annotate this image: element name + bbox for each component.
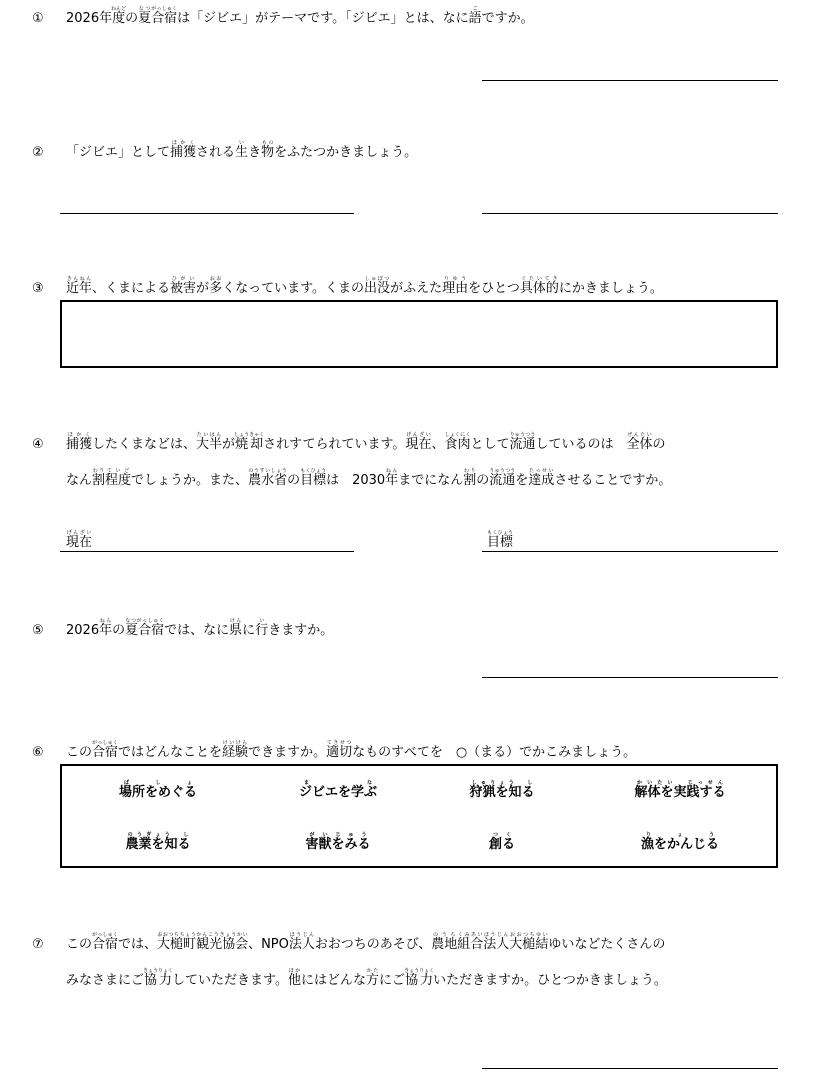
question-7-line2 [32, 968, 667, 991]
answer-line-2[interactable] [482, 213, 778, 214]
question-text: 近年きんねん、くまによる被害ひがいが多おおくなっています。くまの出没しゅぼつがふえた理由りゆうをひとつ具体的ぐたいてきにかきましょう。 [66, 276, 663, 296]
answer-line[interactable] [482, 1068, 778, 1069]
question-number: ⑤ [32, 623, 44, 638]
answer-line-current[interactable] [60, 551, 354, 552]
choice-item[interactable]: 漁をかんじるりょう [640, 832, 719, 852]
answer-line-1[interactable] [60, 213, 354, 214]
answer-line[interactable] [482, 80, 778, 81]
choice-item[interactable]: 狩猟を知るしゅりょう し [469, 780, 535, 800]
choice-item[interactable]: ジビエを学ぶまな [298, 780, 377, 800]
question-text-line1: この合宿がっしゅくでは、大槌町おおつちちょう観光協会かんこうきょうかい、NPO法人ほうじんおおつちのあそび、農地のうち組合くみあい法人ほうじん大槌おおつち結ゆいゆいなどたくさんの [66, 932, 666, 952]
choice-item[interactable]: 害獣をみるがいじゅう [305, 832, 371, 852]
question-number: ④ [32, 437, 44, 452]
question-number: ③ [32, 281, 44, 296]
answer-box[interactable] [60, 300, 778, 368]
question-text-line2: なん割わり程度ていどでしょうか。また、農水省のうすいしょうの目標もくひょうは 2030年ねんまでになん割わりの流通りゅうつうを達成たっせいさせることですか。 [66, 468, 672, 488]
label-target: 目標もくひょう [487, 530, 514, 550]
label-current: 現在げんざい [66, 530, 93, 550]
question-number: ② [32, 145, 44, 160]
question-text-line1: 捕獲ほかくしたくまなどは、大半たいはんが焼却しょうきゃくされすてられています。現在げんざい、食肉しょくにくとして流通りゅうつうしているのは 全体ぜんたいの [66, 432, 666, 452]
choice-item[interactable]: 創るつく [488, 832, 515, 852]
question-1 [32, 6, 534, 29]
question-text: 2026年度ねんどの夏なつ合宿がっしゅくは「ジビエ」がテーマです。「ジビエ」とは、なに語ごですか。 [66, 6, 534, 26]
question-text-line2: みなさまにご協力きょうりょくしていただきます。他ほかにはどんな方かたにご協力きょうりょくいただきますか。ひとつかきましょう。 [66, 968, 667, 988]
question-text: この合宿がっしゅくではどんなことを経験けいけんできますか。適切てきせつなものすべてを ○（まる）でかこみましょう。 [66, 740, 637, 760]
question-6 [32, 740, 636, 763]
question-4-line2 [32, 468, 671, 491]
question-2 [32, 140, 417, 163]
question-text: 2026年ねんの夏合宿なつがっしゅくでは、なに県けんに行いきますか。 [66, 618, 334, 638]
choice-item[interactable]: 農業を知るのうぎょう し [125, 832, 191, 852]
question-4 [32, 432, 666, 455]
question-number: ① [32, 11, 44, 26]
answer-line-target[interactable] [482, 551, 778, 552]
question-3 [32, 276, 663, 299]
question-number: ⑥ [32, 745, 44, 760]
choice-item[interactable]: 解体を実践するかいたい じっせん [634, 780, 726, 800]
question-5 [32, 618, 333, 641]
choice-item[interactable]: 場所をめぐるばしょ [118, 780, 197, 800]
question-7 [32, 932, 665, 955]
question-number: ⑦ [32, 937, 44, 952]
question-text: 「ジビエ」として捕獲ほかくされる生いき物ものをふたつかきましょう。 [66, 140, 418, 160]
answer-line[interactable] [482, 677, 778, 678]
